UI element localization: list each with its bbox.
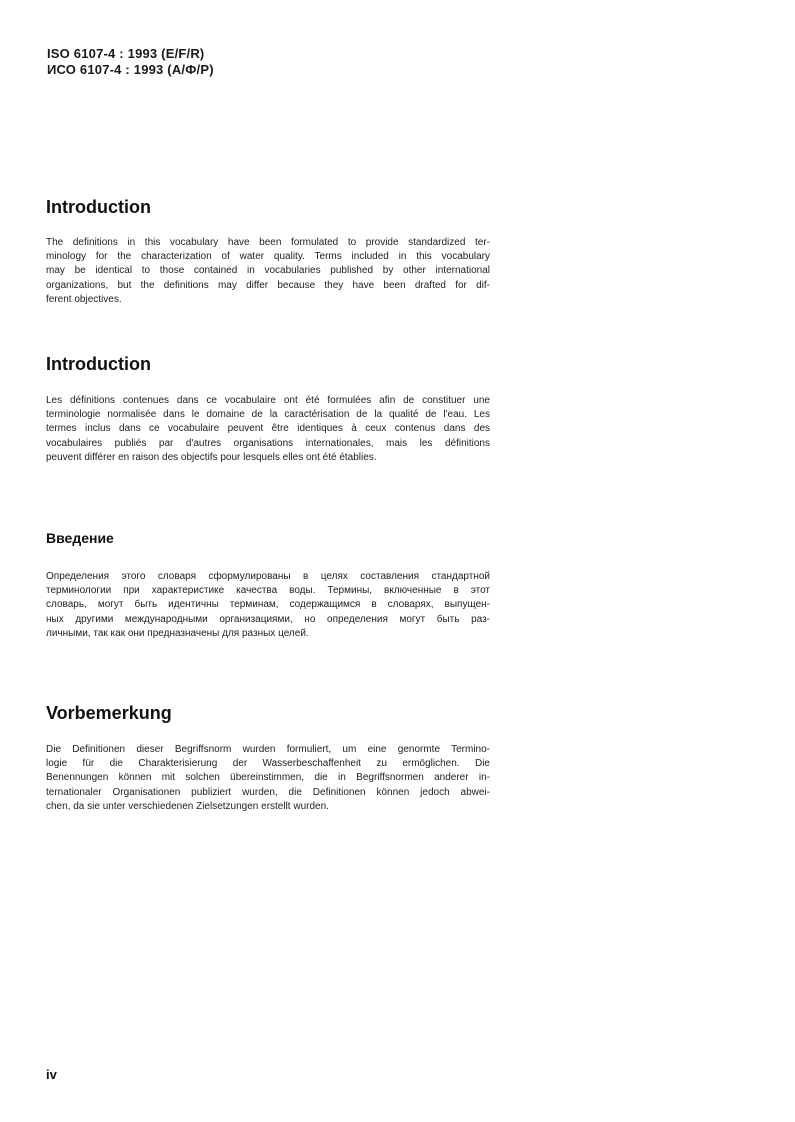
text-line: logie für die Charakterisierung der Wasserbeschaffenheit zu ermöglichen. Die [46, 758, 490, 770]
text-line: Die Definitionen dieser Begriffsnorm wurden formuliert, um eine genormte Termino- [46, 744, 490, 755]
section-german-vorbemerkung [46, 702, 490, 814]
text-line: Benennungen können mit solchen übereinstimmen, die in Begriffsnormen anderer in- [46, 772, 490, 784]
section-title-english: Introduction [46, 197, 151, 217]
text-line: терминологии при характеристике качества воды. Термины, включенные в этот [46, 585, 490, 597]
section-title-french: Introduction [46, 354, 151, 374]
text-line: terminologie normalisée dans le domaine de la caractérisation de la qualité de l'eau. Les [46, 409, 490, 421]
text-line: Определения этого словаря сформулированы в целях составления стандартной [46, 571, 490, 582]
text-line: chen, da sie unter verschiedenen Zielsetzungen erstellt wurden. [46, 800, 329, 812]
text-line: peuvent différer en raison des objectifs pour lesquels elles ont été établies. [46, 451, 377, 463]
page-number: iv [46, 1067, 57, 1082]
text-line: may be identical to those contained in vocabularies published by other international [46, 265, 490, 277]
section-russian-introduction [46, 529, 490, 641]
section-body-english [46, 236, 490, 307]
section-french-introduction [46, 353, 490, 465]
document-header [47, 46, 214, 78]
section-body-german [46, 743, 490, 814]
text-line: organizations, but the definitions may differ because they have been drafted for dif- [46, 279, 490, 291]
text-line: vocabulaires publiés par d'autres organisations internationales, mais les définitions [46, 437, 490, 449]
text-line: личными, так как они предназначены для разных целей. [46, 627, 309, 639]
section-body-russian [46, 570, 490, 641]
text-line: ferent objectives. [46, 293, 122, 305]
section-title-russian: Введение [46, 530, 114, 546]
text-line: The definitions in this vocabulary have been formulated to provide standardized ter- [46, 237, 490, 248]
text-line: словарь, могут быть идентичны терминам, содержащимся в словарях, выпущен- [46, 599, 490, 611]
text-line: termes inclus dans ce vocabulaire peuvent être identiques à ceux contenus dans des [46, 423, 490, 435]
section-body-french [46, 394, 490, 465]
section-english-introduction [46, 196, 490, 307]
standard-reference-latin: ISO 6107-4 : 1993 (E/F/R) [47, 46, 205, 61]
text-line: ternationaler Organisationen publiziert wurden, die Definitionen können jedoch abwei- [46, 786, 490, 798]
section-title-german: Vorbemerkung [46, 703, 172, 723]
text-line: Les définitions contenues dans ce vocabulaire ont été formulées afin de constituer une [46, 395, 490, 406]
text-line: ных другими международными организациями, но определения могут быть раз- [46, 613, 490, 625]
standard-reference-cyrillic: ИСО 6107-4 : 1993 (А/Ф/Р) [47, 62, 214, 77]
text-line: minology for the characterization of water quality. Terms included in this vocabulary [46, 251, 490, 263]
